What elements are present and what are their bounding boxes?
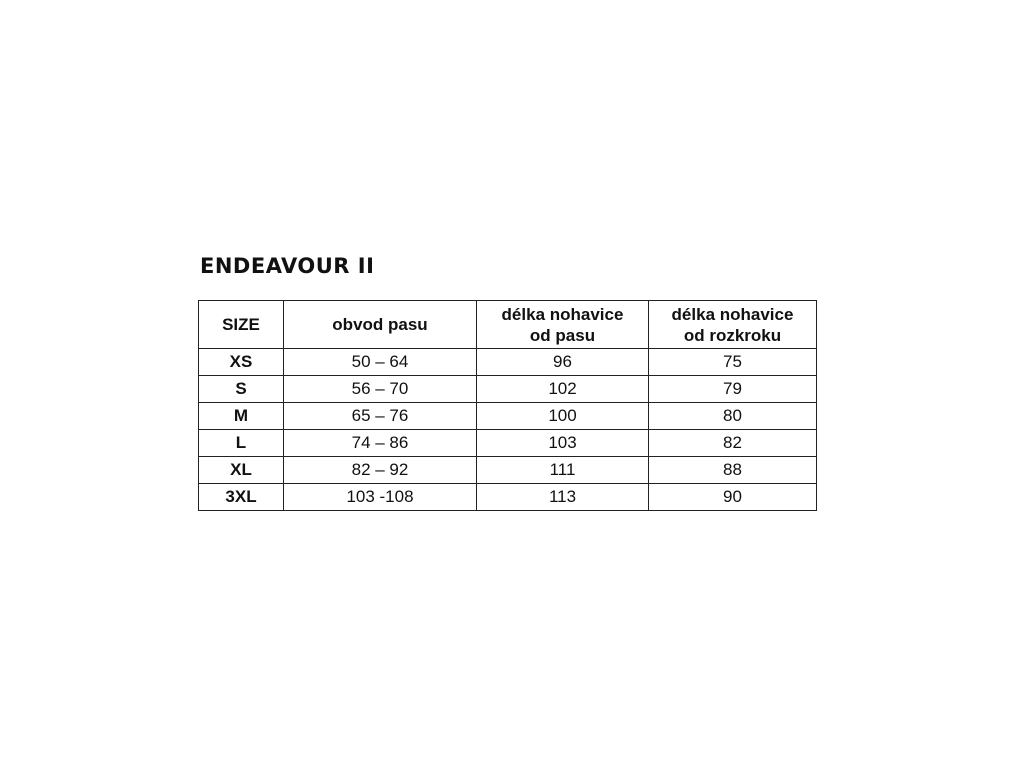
size-cell: XL (199, 457, 284, 484)
length-crotch-cell: 79 (649, 376, 817, 403)
size-cell: L (199, 430, 284, 457)
waist-cell: 103 -108 (284, 484, 477, 511)
table-row (199, 349, 817, 376)
length-crotch-cell: 90 (649, 484, 817, 511)
table-row (199, 430, 817, 457)
length-crotch-cell: 82 (649, 430, 817, 457)
header-length-from-crotch: délka nohavice od rozkroku (649, 301, 817, 349)
table-row (199, 403, 817, 430)
size-cell: 3XL (199, 484, 284, 511)
size-cell: XS (199, 349, 284, 376)
header-size: SIZE (199, 301, 284, 349)
header-row (199, 301, 817, 349)
table-row (199, 376, 817, 403)
table-row (199, 484, 817, 511)
header-waist: obvod pasu (284, 301, 477, 349)
length-waist-cell: 102 (477, 376, 649, 403)
waist-cell: 56 – 70 (284, 376, 477, 403)
length-waist-cell: 100 (477, 403, 649, 430)
waist-cell: 82 – 92 (284, 457, 477, 484)
header-length-from-waist: délka nohavice od pasu (477, 301, 649, 349)
length-waist-cell: 113 (477, 484, 649, 511)
length-waist-cell: 111 (477, 457, 649, 484)
waist-cell: 65 – 76 (284, 403, 477, 430)
document-title: ENDEAVOUR II (200, 254, 375, 278)
size-cell: S (199, 376, 284, 403)
length-crotch-cell: 88 (649, 457, 817, 484)
length-waist-cell: 96 (477, 349, 649, 376)
waist-cell: 50 – 64 (284, 349, 477, 376)
size-cell: M (199, 403, 284, 430)
size-chart-table (198, 300, 817, 511)
waist-cell: 74 – 86 (284, 430, 477, 457)
length-crotch-cell: 75 (649, 349, 817, 376)
length-crotch-cell: 80 (649, 403, 817, 430)
table-row (199, 457, 817, 484)
length-waist-cell: 103 (477, 430, 649, 457)
